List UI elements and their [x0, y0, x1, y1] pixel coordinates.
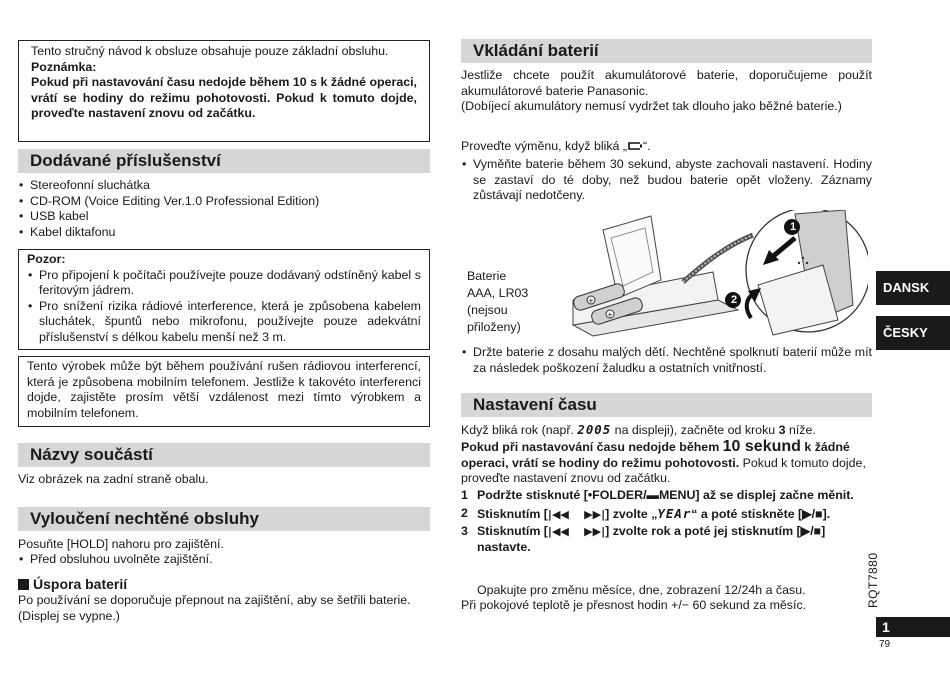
replace-line	[461, 139, 872, 155]
clock-warning-text: k žádné operaci, vrátí se hodiny do režimu pohotovosti.	[461, 440, 850, 470]
clock-intro-text: Když bliká rok (např.	[461, 423, 578, 437]
tab-cesky[interactable]: ČESKY	[876, 316, 950, 350]
parts-heading: Názvy součástí	[18, 443, 430, 467]
step-text: Podržte stisknuté [•FOLDER/▬MENU] až se displej začne měnit.	[477, 488, 854, 502]
svg-text:+: +	[588, 297, 594, 305]
note-text: Pokud při nastavování času nedojde během 10 s k žádné operaci, vrátí se hodiny do režimu pohotovosti. Pokud k tomuto dojde, proveďte nastavení znovu od začátku.	[31, 75, 417, 120]
list-item: • USB kabel	[18, 209, 430, 225]
step-1	[461, 488, 872, 504]
step-3	[461, 524, 872, 555]
battery-label-line: přiloženy)	[467, 320, 521, 334]
clock-intro-text: níže.	[785, 423, 816, 437]
replace-prefix: Proveďte výměnu, když bliká „	[461, 139, 628, 153]
list-item: • CD-ROM (Voice Editing Ver.1.0 Professional Edition)	[18, 194, 430, 210]
list-item: • Kabel diktafonu	[18, 225, 430, 241]
skip-keys-icon: |◀◀ ▶▶|	[547, 507, 606, 521]
step-text-part: Stisknutím [	[477, 524, 548, 538]
battery-label-line: (nejsou	[467, 303, 508, 317]
batteries-paragraph	[461, 68, 872, 115]
battery-saving-text: Po používání se doporučuje přepnout na zajištění, aby se šetřili baterie. (Displej se vypne.)	[18, 593, 411, 623]
battery-empty-icon	[627, 141, 643, 151]
skip-keys-icon: |◀◀ ▶▶|	[547, 525, 606, 538]
step-text	[477, 506, 830, 523]
step-number: 3	[461, 524, 468, 538]
interference-text: Tento výrobek může být během používání rušen rádiovou interferencí, která je způsobena mobilním telefonem. Jestliže k takovéto interferenci dojde, zajistěte prosím větší vzdálenost mezi tímto výrobkem a mobilním telefonem.	[27, 359, 421, 420]
list-item: • Držte baterie z dosahu malých dětí. Nechtěné spolknutí baterií může mít za následek poškození žaludku a ostatních vnitřností.	[461, 345, 872, 376]
battery-label	[467, 268, 537, 336]
clock-warning-text: Pokud k tomuto dojde, proveďte nastavení znovu od začátku.	[461, 455, 866, 485]
clock-warning	[461, 439, 874, 487]
clock-note: Opakujte pro změnu měsíce, dne, zobrazení 12/24h a času.	[477, 583, 806, 597]
step-2	[461, 506, 872, 523]
note-title: Poznámka:	[31, 59, 97, 74]
document-code: RQT7880	[866, 552, 880, 608]
hold-heading: Vyloučení nechtěné obsluhy	[18, 507, 430, 531]
clock-intro-step: 3	[778, 423, 786, 437]
square-icon	[18, 579, 29, 590]
lcd-year: 2005	[577, 422, 612, 437]
replace-list	[461, 157, 872, 204]
notice-box	[18, 40, 430, 142]
batteries-heading: Vkládání baterií	[461, 39, 872, 63]
clock-warning-big: 10 sekund	[722, 438, 801, 455]
caution-box	[18, 249, 430, 350]
battery-label-line: Baterie	[467, 269, 507, 283]
batteries-p1: Jestliže chcete použít akumulátorové baterie, doporučujeme použít akumulátorové baterie Panasonic.	[461, 68, 872, 98]
step-number: 1	[461, 488, 468, 502]
list-item: • Pro snížení rizika rádiové interference, která je způsobena kabelem sluchátek, špuntů nebo mikrofonu, používejte pouze adekvátní příslušenství s délkou kabelu menší než 3 m.	[27, 299, 421, 346]
notice-text: Tento stručný návod k obsluze obsahuje pouze základní obsluhu.	[31, 44, 389, 58]
caution-title: Pozor:	[27, 252, 66, 266]
clock-accuracy: Při pokojové teplotě je přesnost hodin +/− 60 sekund za měsíc.	[461, 598, 807, 612]
step-text-part: ] zvolte „	[605, 506, 658, 521]
clock-heading: Nastavení času	[461, 393, 872, 417]
clock-warning-text: Pokud při nastavování času nedojde během	[461, 440, 723, 454]
battery-saving-title: Úspora baterií	[33, 576, 128, 592]
list-item: • Pro připojení k počítači používejte pouze dodávaný odstíněný kabel s feritovým jádrem.	[27, 268, 421, 299]
clock-intro	[461, 422, 874, 439]
callout-2: 2	[730, 294, 738, 306]
list-item: • Vyměňte baterie během 30 sekund, abyste zachovali nastavení. Hodiny se zastaví do té doby, než budou baterie opět vloženy. Záznamy zůstávají nedotčeny.	[461, 157, 872, 204]
child-warning-list	[461, 345, 872, 376]
step-text	[477, 524, 872, 555]
lcd-year-label: YEAr	[657, 505, 692, 521]
callout-1: 1	[789, 221, 797, 233]
step-number: 2	[461, 505, 468, 520]
page-number: 79	[879, 639, 891, 650]
list-item: • Stereofonní sluchátka	[18, 178, 430, 194]
accessories-heading: Dodávané příslušenství	[18, 149, 430, 173]
step-text-part: ] zvolte rok a poté jej stisknutím [▶/■] nastavte.	[477, 524, 826, 554]
chapter-badge: 1	[876, 617, 950, 637]
hold-text: Posuňte [HOLD] nahoru pro zajištění.	[18, 537, 224, 551]
hold-list	[18, 552, 430, 568]
batteries-p2: (Dobíjecí akumulátory nemusí vydržet tak dlouho jako běžné baterie.)	[461, 99, 842, 113]
replace-suffix: “.	[643, 139, 651, 153]
svg-text:+: +	[607, 311, 613, 319]
tab-dansk[interactable]: DANSK	[876, 271, 950, 305]
battery-insertion-illustration	[533, 210, 868, 340]
battery-label-line: AAA, LR03	[467, 286, 529, 300]
step-text-part: Stisknutím [	[477, 506, 548, 521]
clock-intro-text: na displeji), začněte od kroku	[611, 423, 779, 437]
battery-saving-heading	[18, 575, 430, 593]
clock-steps	[461, 488, 872, 555]
accessories-list	[18, 178, 430, 240]
step-text-part: “ a poté stiskněte [▶/■].	[691, 506, 831, 521]
list-item: • Před obsluhou uvolněte zajištění.	[18, 552, 430, 568]
interference-box	[18, 356, 430, 427]
parts-text: Viz obrázek na zadní straně obalu.	[18, 472, 209, 486]
